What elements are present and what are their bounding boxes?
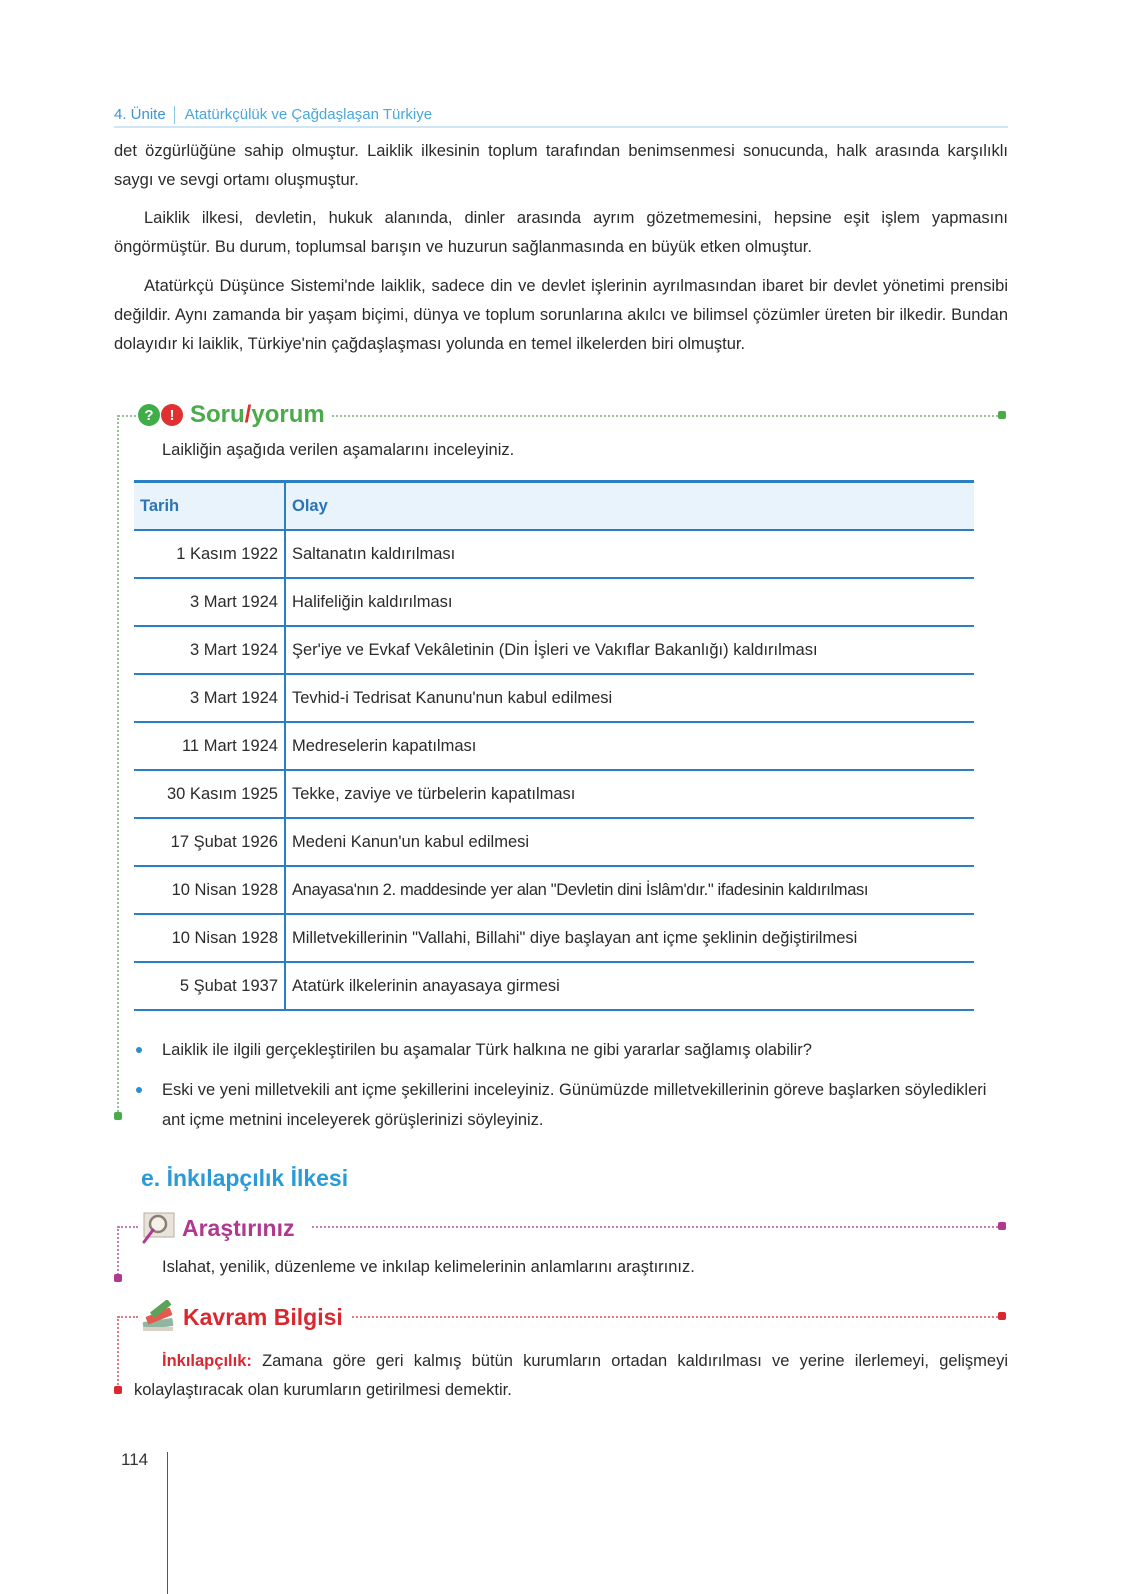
question-item <box>136 1035 1008 1065</box>
soru-frame-top-right <box>332 415 1002 417</box>
table-header-row <box>134 482 974 531</box>
row-event: Milletvekillerinin "Vallahi, Billahi" diye başlayan ant içme şeklinin değiştirilmesi <box>285 914 974 962</box>
question-bubble-icon: ? <box>138 404 160 426</box>
row-event: Tevhid-i Tedrisat Kanunu'nun kabul edilmesi <box>285 674 974 722</box>
kavram-frame-left <box>117 1316 119 1388</box>
table-row <box>134 674 974 722</box>
row-event: Saltanatın kaldırılması <box>285 530 974 578</box>
exclamation-bubble-icon: ! <box>161 404 183 426</box>
row-event: Şer'iye ve Evkaf Vekâletinin (Din İşleri ve Vakıflar Bakanlığı) kaldırılması <box>285 626 974 674</box>
row-event: Medreselerin kapatılması <box>285 722 974 770</box>
soru-yorum-heading <box>190 401 325 429</box>
paragraph-2: Laiklik ilkesi, devletin, hukuk alanında, dinler arasında ayrım gözetmemesini, hepsine eşit işlem yapmasını öngörmüştür. Bu durum, toplumsal barışın ve huzurun sağlanmasında en büyük etken olmuştur. <box>114 209 1008 256</box>
running-header <box>114 104 1008 128</box>
kavram-definition-text: Zamana göre geri kalmış bütün kurumların ortadan kaldırılması ve yerine ilerlemeyi, gelişmeyi kolaylaştıracak olan kurumların getirilmesi demektir. <box>134 1352 1008 1399</box>
question-item <box>136 1075 1008 1135</box>
bullet-dot-icon <box>136 1047 142 1053</box>
kavram-frame-bottom-cap <box>114 1386 122 1394</box>
table-row <box>134 626 974 674</box>
arastiriniz-frame-top-right <box>312 1226 1002 1228</box>
arastiriniz-frame-bottom-cap <box>114 1274 122 1282</box>
soru-frame-top-left <box>118 415 136 417</box>
kavram-definition <box>134 1347 1008 1405</box>
title-slash: / <box>244 401 252 428</box>
table-row <box>134 722 974 770</box>
table-row <box>134 530 974 578</box>
arastiriniz-frame-endcap <box>998 1222 1006 1230</box>
arastiriniz-frame-left <box>117 1226 119 1278</box>
unit-title: Atatürkçülük ve Çağdaşlaşan Türkiye <box>184 106 433 123</box>
question-text: Laiklik ile ilgili gerçekleştirilen bu aşamalar Türk halkına ne gibi yararlar sağlamış olabilir? <box>162 1041 812 1059</box>
header-tarih: Tarih <box>134 482 285 531</box>
yorum-word: yorum <box>251 401 325 428</box>
soru-word: Soru <box>190 401 245 428</box>
paragraph-3: Atatürkçü Düşünce Sistemi'nde laiklik, sadece din ve devlet işlerinin ayrılmasından ibaret bir devlet yönetimi prensibi değildir. Aynı zamanda bir yaşam biçimi, dünya ve toplum sorunlarına akılcı ve bilimsel çözümler üreten bir ilkedir. Bundan dolayıdır ki laiklik, Türkiye'nin çağdaşlaşması yolunda en temel ilkelerden biri olmuştur. <box>114 277 1008 353</box>
page-number: 114 <box>121 1450 149 1469</box>
kavram-bilgisi-heading: Kavram Bilgisi <box>183 1303 343 1330</box>
row-date: 3 Mart 1924 <box>134 578 285 626</box>
row-date: 10 Nisan 1928 <box>134 866 285 914</box>
row-date: 17 Şubat 1926 <box>134 818 285 866</box>
table-row <box>134 866 974 914</box>
soru-yorum-title <box>138 400 325 430</box>
table-row <box>134 962 974 1010</box>
row-event: Medeni Kanun'un kabul edilmesi <box>285 818 974 866</box>
row-date: 11 Mart 1924 <box>134 722 285 770</box>
magnifier-icon <box>140 1211 176 1245</box>
question-text: Eski ve yeni milletvekili ant içme şekillerini inceleyiniz. Günümüzde milletvekillerinin göreve başlarken söyledikleri ant içme metnini inceleyerek görüşlerinizi söyleyiniz. <box>162 1081 987 1129</box>
row-date: 1 Kasım 1922 <box>134 530 285 578</box>
bullet-dot-icon <box>136 1087 142 1093</box>
arastiriniz-heading: Araştırınız <box>182 1214 295 1241</box>
row-date: 3 Mart 1924 <box>134 626 285 674</box>
paragraph-1: det özgürlüğüne sahip olmuştur. Laiklik ilkesinin toplum tarafından benimsenmesi sonucunda, halk arasında karşılıklı saygı ve sevgi ortamı oluşmuştur. <box>114 142 1008 189</box>
section-heading: e. İnkılapçılık İlkesi <box>141 1165 349 1191</box>
row-date: 3 Mart 1924 <box>134 674 285 722</box>
kavram-frame-endcap <box>998 1312 1006 1320</box>
books-icon <box>140 1300 178 1334</box>
arastiriniz-text: Islahat, yenilik, düzenleme ve inkılap kelimelerinin anlamlarını araştırınız. <box>162 1258 695 1276</box>
soru-frame-left <box>117 415 119 1115</box>
row-event: Halifeliğin kaldırılması <box>285 578 974 626</box>
kavram-term: İnkılapçılık: <box>162 1352 252 1370</box>
soru-frame-endcap <box>998 411 1006 419</box>
row-event: Atatürk ilkelerinin anayasaya girmesi <box>285 962 974 1010</box>
page-number-rule <box>167 1452 168 1594</box>
row-event: Tekke, zaviye ve türbelerin kapatılması <box>285 770 974 818</box>
kavram-frame-top-right <box>352 1316 1002 1318</box>
row-date: 10 Nisan 1928 <box>134 914 285 962</box>
table-row <box>134 770 974 818</box>
row-date: 5 Şubat 1937 <box>134 962 285 1010</box>
laiklik-timeline-table <box>134 480 974 1011</box>
row-event: Anayasa'nın 2. maddesinde yer alan "Devletin dini İslâm'dır." ifadesinin kaldırılması <box>285 866 974 914</box>
table-row <box>134 914 974 962</box>
kavram-bilgisi-title <box>140 1300 343 1334</box>
soru-frame-bottom-cap <box>114 1112 122 1120</box>
arastiriniz-frame-top-left <box>118 1226 138 1228</box>
table-row <box>134 578 974 626</box>
arastiriniz-title <box>140 1211 294 1245</box>
header-separator <box>174 106 175 124</box>
header-olay: Olay <box>285 482 974 531</box>
unit-label: 4. Ünite <box>114 106 166 123</box>
table-row <box>134 818 974 866</box>
soru-intro-text: Laikliğin aşağıda verilen aşamalarını inceleyiniz. <box>162 441 515 459</box>
kavram-frame-top-left <box>118 1316 138 1318</box>
row-date: 30 Kasım 1925 <box>134 770 285 818</box>
